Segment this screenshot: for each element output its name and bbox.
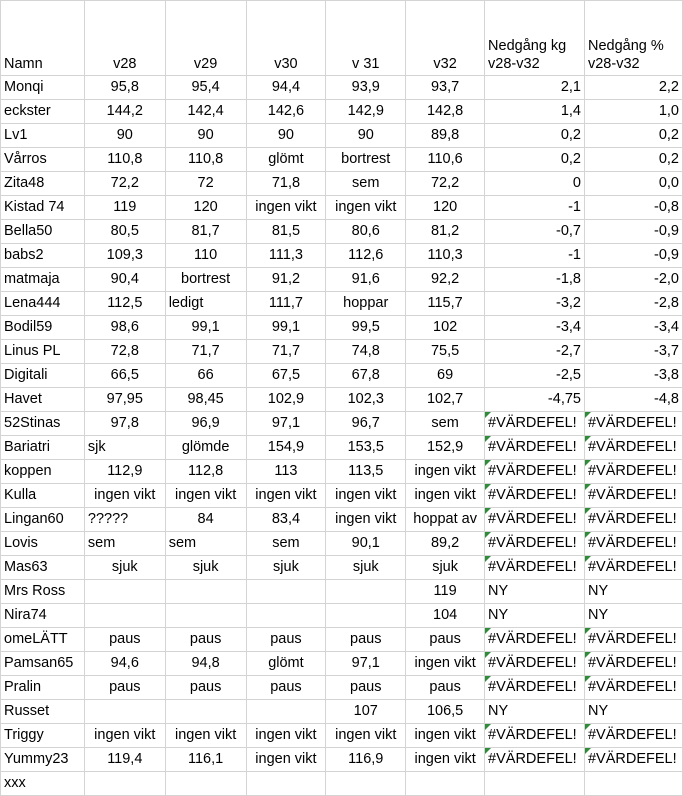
cell-pct[interactable]: -0,9 xyxy=(584,244,682,268)
cell-pct[interactable]: #VÄRDEFEL! xyxy=(584,676,682,700)
table-row xyxy=(1,436,683,460)
cell-v30[interactable]: paus xyxy=(246,676,326,700)
cell-v31[interactable]: 80,6 xyxy=(326,220,406,244)
cell-v32[interactable]: 69 xyxy=(406,364,485,388)
cell-pct[interactable]: -0,9 xyxy=(584,220,682,244)
cell-v29[interactable]: ingen vikt xyxy=(165,484,246,508)
cell-v32[interactable]: ingen vikt xyxy=(406,724,485,748)
cell-v32[interactable]: 115,7 xyxy=(406,292,485,316)
table-row xyxy=(1,508,683,532)
table-row xyxy=(1,412,683,436)
cell-name[interactable]: Lingan60 xyxy=(1,508,85,532)
cell-kg[interactable] xyxy=(485,772,585,796)
cell-v31[interactable]: hoppar xyxy=(326,292,406,316)
cell-name[interactable]: Vårros xyxy=(1,148,85,172)
cell-v29[interactable] xyxy=(165,580,246,604)
cell-v32[interactable]: 93,7 xyxy=(406,76,485,100)
cell-v29[interactable]: sjuk xyxy=(165,556,246,580)
header-nedgang-kg[interactable] xyxy=(485,1,585,76)
cell-name[interactable]: omeLÄTT xyxy=(1,628,85,652)
cell-pct[interactable]: -3,8 xyxy=(584,364,682,388)
cell-v32[interactable]: 119 xyxy=(406,580,485,604)
cell-pct[interactable]: #VÄRDEFEL! xyxy=(584,748,682,772)
cell-v30[interactable] xyxy=(246,580,326,604)
table-row xyxy=(1,460,683,484)
cell-name[interactable]: koppen xyxy=(1,460,85,484)
header-nedgang-pct[interactable] xyxy=(584,1,682,76)
cell-pct[interactable]: #VÄRDEFEL! xyxy=(584,556,682,580)
cell-v28[interactable]: 90 xyxy=(84,124,165,148)
cell-v29[interactable]: 98,45 xyxy=(165,388,246,412)
table-row xyxy=(1,220,683,244)
table-row xyxy=(1,340,683,364)
cell-name[interactable]: xxx xyxy=(1,772,85,796)
cell-kg[interactable]: 1,4 xyxy=(485,100,585,124)
cell-v29[interactable]: 66 xyxy=(165,364,246,388)
cell-v29[interactable]: 142,4 xyxy=(165,100,246,124)
cell-v30[interactable]: ingen vikt xyxy=(246,748,326,772)
cell-name[interactable]: Yummy23 xyxy=(1,748,85,772)
cell-v28[interactable]: sjuk xyxy=(84,556,165,580)
cell-v32[interactable]: 106,5 xyxy=(406,700,485,724)
cell-v32[interactable]: ingen vikt xyxy=(406,484,485,508)
cell-kg[interactable]: NY xyxy=(485,604,585,628)
cell-v31[interactable]: 90,1 xyxy=(326,532,406,556)
cell-v31[interactable]: sjuk xyxy=(326,556,406,580)
cell-kg[interactable]: -0,7 xyxy=(485,220,585,244)
cell-kg[interactable]: -3,2 xyxy=(485,292,585,316)
cell-pct[interactable]: #VÄRDEFEL! xyxy=(584,412,682,436)
cell-v30[interactable] xyxy=(246,604,326,628)
cell-kg[interactable]: #VÄRDEFEL! xyxy=(485,652,585,676)
cell-v30[interactable]: 81,5 xyxy=(246,220,326,244)
cell-v28[interactable]: 94,6 xyxy=(84,652,165,676)
cell-v29[interactable]: 71,7 xyxy=(165,340,246,364)
cell-v31[interactable]: ingen vikt xyxy=(326,508,406,532)
cell-v28[interactable]: ingen vikt xyxy=(84,484,165,508)
cell-kg[interactable]: #VÄRDEFEL! xyxy=(485,556,585,580)
cell-v29[interactable]: 81,7 xyxy=(165,220,246,244)
cell-v28[interactable]: 112,5 xyxy=(84,292,165,316)
cell-v28[interactable]: 144,2 xyxy=(84,100,165,124)
cell-v28[interactable]: paus xyxy=(84,676,165,700)
cell-v32[interactable]: ingen vikt xyxy=(406,652,485,676)
table-row xyxy=(1,292,683,316)
cell-kg[interactable]: -2,5 xyxy=(485,364,585,388)
cell-v28[interactable]: 98,6 xyxy=(84,316,165,340)
table-row xyxy=(1,76,683,100)
cell-name[interactable]: Lovis xyxy=(1,532,85,556)
cell-kg[interactable]: -1,8 xyxy=(485,268,585,292)
cell-v32[interactable]: sem xyxy=(406,412,485,436)
table-row xyxy=(1,652,683,676)
cell-pct[interactable]: -2,0 xyxy=(584,268,682,292)
cell-v31[interactable]: 112,6 xyxy=(326,244,406,268)
cell-name[interactable]: Linus PL xyxy=(1,340,85,364)
cell-pct[interactable]: -0,8 xyxy=(584,196,682,220)
cell-name[interactable]: Triggy xyxy=(1,724,85,748)
table-row xyxy=(1,364,683,388)
cell-v29[interactable]: 120 xyxy=(165,196,246,220)
cell-v29[interactable]: 99,1 xyxy=(165,316,246,340)
cell-v32[interactable] xyxy=(406,772,485,796)
cell-v32[interactable]: 110,6 xyxy=(406,148,485,172)
cell-pct[interactable]: #VÄRDEFEL! xyxy=(584,628,682,652)
cell-name[interactable]: Bariatri xyxy=(1,436,85,460)
cell-v29[interactable]: 112,8 xyxy=(165,460,246,484)
cell-kg[interactable]: NY xyxy=(485,700,585,724)
cell-v31[interactable]: ingen vikt xyxy=(326,484,406,508)
cell-v28[interactable] xyxy=(84,580,165,604)
table-row xyxy=(1,196,683,220)
header-nedgang-pct-line2: v28-v32 xyxy=(587,56,640,72)
cell-v32[interactable]: 75,5 xyxy=(406,340,485,364)
cell-v29[interactable] xyxy=(165,604,246,628)
cell-v30[interactable]: 71,8 xyxy=(246,172,326,196)
table-row xyxy=(1,748,683,772)
cell-v30[interactable]: glömt xyxy=(246,148,326,172)
cell-pct[interactable]: 1,0 xyxy=(584,100,682,124)
cell-kg[interactable]: NY xyxy=(485,580,585,604)
cell-name[interactable]: Mrs Ross xyxy=(1,580,85,604)
cell-v32[interactable]: 92,2 xyxy=(406,268,485,292)
cell-v31[interactable]: 153,5 xyxy=(326,436,406,460)
cell-v29[interactable]: 84 xyxy=(165,508,246,532)
cell-v30[interactable]: ingen vikt xyxy=(246,724,326,748)
cell-name[interactable]: babs2 xyxy=(1,244,85,268)
cell-v29[interactable] xyxy=(165,700,246,724)
cell-name[interactable]: 52Stinas xyxy=(1,412,85,436)
cell-v30[interactable]: paus xyxy=(246,628,326,652)
cell-pct[interactable]: #VÄRDEFEL! xyxy=(584,724,682,748)
cell-name[interactable]: Nira74 xyxy=(1,604,85,628)
cell-name[interactable]: Pralin xyxy=(1,676,85,700)
cell-name[interactable]: Bella50 xyxy=(1,220,85,244)
cell-name[interactable]: Pamsan65 xyxy=(1,652,85,676)
cell-v29[interactable]: 116,1 xyxy=(165,748,246,772)
cell-kg[interactable]: #VÄRDEFEL! xyxy=(485,484,585,508)
cell-pct[interactable]: -3,7 xyxy=(584,340,682,364)
cell-v30[interactable]: 90 xyxy=(246,124,326,148)
cell-v28[interactable]: 97,95 xyxy=(84,388,165,412)
table-row xyxy=(1,556,683,580)
cell-name[interactable]: Bodil59 xyxy=(1,316,85,340)
cell-v28[interactable] xyxy=(84,700,165,724)
cell-name[interactable]: Digitali xyxy=(1,364,85,388)
cell-v28[interactable]: ????? xyxy=(84,508,165,532)
cell-v29[interactable]: 96,9 xyxy=(165,412,246,436)
cell-v31[interactable]: 142,9 xyxy=(326,100,406,124)
cell-v30[interactable]: 111,3 xyxy=(246,244,326,268)
cell-v29[interactable]: paus xyxy=(165,628,246,652)
cell-v29[interactable]: ingen vikt xyxy=(165,724,246,748)
cell-v28[interactable] xyxy=(84,772,165,796)
cell-kg[interactable]: -2,7 xyxy=(485,340,585,364)
cell-v30[interactable]: 67,5 xyxy=(246,364,326,388)
cell-pct[interactable]: #VÄRDEFEL! xyxy=(584,508,682,532)
cell-v30[interactable]: 91,2 xyxy=(246,268,326,292)
cell-v28[interactable]: 119 xyxy=(84,196,165,220)
cell-v31[interactable]: 93,9 xyxy=(326,76,406,100)
cell-v30[interactable]: 97,1 xyxy=(246,412,326,436)
cell-kg[interactable]: #VÄRDEFEL! xyxy=(485,724,585,748)
cell-v31[interactable]: bortrest xyxy=(326,148,406,172)
cell-v32[interactable]: 120 xyxy=(406,196,485,220)
cell-pct[interactable]: #VÄRDEFEL! xyxy=(584,532,682,556)
cell-pct[interactable]: 0,2 xyxy=(584,148,682,172)
cell-v31[interactable]: 74,8 xyxy=(326,340,406,364)
cell-v32[interactable]: 89,2 xyxy=(406,532,485,556)
cell-v29[interactable]: 110 xyxy=(165,244,246,268)
cell-v32[interactable]: 102 xyxy=(406,316,485,340)
cell-v32[interactable]: 142,8 xyxy=(406,100,485,124)
cell-pct[interactable]: NY xyxy=(584,580,682,604)
cell-name[interactable]: Havet xyxy=(1,388,85,412)
cell-pct[interactable]: NY xyxy=(584,604,682,628)
cell-pct[interactable]: -3,4 xyxy=(584,316,682,340)
cell-v28[interactable]: 95,8 xyxy=(84,76,165,100)
cell-kg[interactable]: 2,1 xyxy=(485,76,585,100)
header-nedgang-kg-line2: v28-v32 xyxy=(488,56,540,72)
cell-v30[interactable]: sjuk xyxy=(246,556,326,580)
cell-v32[interactable]: 72,2 xyxy=(406,172,485,196)
cell-v28[interactable]: 112,9 xyxy=(84,460,165,484)
cell-name[interactable]: Mas63 xyxy=(1,556,85,580)
table-row xyxy=(1,268,683,292)
cell-v31[interactable]: 90 xyxy=(326,124,406,148)
cell-name[interactable]: Kulla xyxy=(1,484,85,508)
cell-v32[interactable]: 152,9 xyxy=(406,436,485,460)
cell-v32[interactable]: hoppat av xyxy=(406,508,485,532)
cell-kg[interactable]: 0 xyxy=(485,172,585,196)
cell-v32[interactable]: paus xyxy=(406,628,485,652)
cell-v31[interactable]: 99,5 xyxy=(326,316,406,340)
cell-name[interactable]: Lv1 xyxy=(1,124,85,148)
cell-v28[interactable]: 72,8 xyxy=(84,340,165,364)
cell-v31[interactable]: 107 xyxy=(326,700,406,724)
cell-v31[interactable]: paus xyxy=(326,676,406,700)
cell-v28[interactable]: 109,3 xyxy=(84,244,165,268)
table-row xyxy=(1,244,683,268)
cell-v32[interactable]: 110,3 xyxy=(406,244,485,268)
cell-pct[interactable]: #VÄRDEFEL! xyxy=(584,652,682,676)
cell-v31[interactable] xyxy=(326,580,406,604)
cell-v31[interactable] xyxy=(326,772,406,796)
cell-kg[interactable]: -1 xyxy=(485,196,585,220)
table-row xyxy=(1,604,683,628)
cell-v28[interactable]: sjk xyxy=(84,436,165,460)
cell-v29[interactable]: 94,8 xyxy=(165,652,246,676)
cell-kg[interactable]: -1 xyxy=(485,244,585,268)
cell-v32[interactable]: ingen vikt xyxy=(406,748,485,772)
cell-v30[interactable]: 102,9 xyxy=(246,388,326,412)
cell-v30[interactable]: 94,4 xyxy=(246,76,326,100)
cell-pct[interactable] xyxy=(584,772,682,796)
cell-v30[interactable]: 71,7 xyxy=(246,340,326,364)
table-row xyxy=(1,580,683,604)
cell-v32[interactable]: 104 xyxy=(406,604,485,628)
table-row xyxy=(1,676,683,700)
cell-v31[interactable]: 67,8 xyxy=(326,364,406,388)
table-row xyxy=(1,532,683,556)
table-row xyxy=(1,316,683,340)
cell-v30[interactable]: 142,6 xyxy=(246,100,326,124)
cell-v31[interactable]: 91,6 xyxy=(326,268,406,292)
cell-v31[interactable]: 116,9 xyxy=(326,748,406,772)
cell-name[interactable]: matmaja xyxy=(1,268,85,292)
table-row xyxy=(1,172,683,196)
table-row xyxy=(1,100,683,124)
cell-v29[interactable]: 72 xyxy=(165,172,246,196)
header-v29[interactable]: v29 xyxy=(165,1,246,76)
table-row xyxy=(1,484,683,508)
cell-v29[interactable]: 90 xyxy=(165,124,246,148)
cell-v29[interactable]: bortrest xyxy=(165,268,246,292)
cell-kg[interactable]: -3,4 xyxy=(485,316,585,340)
cell-kg[interactable]: #VÄRDEFEL! xyxy=(485,628,585,652)
table-row xyxy=(1,388,683,412)
cell-pct[interactable]: NY xyxy=(584,700,682,724)
cell-pct[interactable]: -4,8 xyxy=(584,388,682,412)
cell-v28[interactable]: 90,4 xyxy=(84,268,165,292)
header-v32[interactable]: v32 xyxy=(406,1,485,76)
cell-v31[interactable] xyxy=(326,604,406,628)
cell-v29[interactable]: 95,4 xyxy=(165,76,246,100)
cell-kg[interactable]: #VÄRDEFEL! xyxy=(485,532,585,556)
cell-v28[interactable]: 110,8 xyxy=(84,148,165,172)
cell-v30[interactable]: ingen vikt xyxy=(246,196,326,220)
cell-name[interactable]: Zita48 xyxy=(1,172,85,196)
header-v30[interactable]: v30 xyxy=(246,1,326,76)
cell-name[interactable]: Lena444 xyxy=(1,292,85,316)
cell-v30[interactable] xyxy=(246,700,326,724)
cell-kg[interactable]: -4,75 xyxy=(485,388,585,412)
cell-pct[interactable]: 0,0 xyxy=(584,172,682,196)
cell-v30[interactable]: sem xyxy=(246,532,326,556)
cell-v30[interactable]: 154,9 xyxy=(246,436,326,460)
cell-pct[interactable]: #VÄRDEFEL! xyxy=(584,484,682,508)
cell-v31[interactable]: ingen vikt xyxy=(326,724,406,748)
cell-v28[interactable]: 66,5 xyxy=(84,364,165,388)
cell-kg[interactable]: #VÄRDEFEL! xyxy=(485,748,585,772)
cell-v29[interactable]: glömde xyxy=(165,436,246,460)
cell-kg[interactable]: #VÄRDEFEL! xyxy=(485,508,585,532)
cell-v31[interactable]: 113,5 xyxy=(326,460,406,484)
cell-v31[interactable]: sem xyxy=(326,172,406,196)
cell-kg[interactable]: #VÄRDEFEL! xyxy=(485,676,585,700)
table-row xyxy=(1,772,683,796)
cell-pct[interactable]: #VÄRDEFEL! xyxy=(584,460,682,484)
cell-v28[interactable]: 80,5 xyxy=(84,220,165,244)
cell-name[interactable]: Kistad 74 xyxy=(1,196,85,220)
cell-pct[interactable]: 2,2 xyxy=(584,76,682,100)
cell-kg[interactable]: #VÄRDEFEL! xyxy=(485,436,585,460)
cell-v32[interactable]: paus xyxy=(406,676,485,700)
cell-v30[interactable]: 99,1 xyxy=(246,316,326,340)
cell-v31[interactable]: 102,3 xyxy=(326,388,406,412)
cell-v30[interactable] xyxy=(246,772,326,796)
cell-kg[interactable]: 0,2 xyxy=(485,124,585,148)
header-v31[interactable]: v 31 xyxy=(326,1,406,76)
cell-pct[interactable]: -2,8 xyxy=(584,292,682,316)
table-row xyxy=(1,148,683,172)
cell-v28[interactable]: sem xyxy=(84,532,165,556)
cell-v28[interactable]: 97,8 xyxy=(84,412,165,436)
cell-kg[interactable]: #VÄRDEFEL! xyxy=(485,460,585,484)
header-name[interactable]: Namn xyxy=(1,1,85,76)
cell-v31[interactable]: paus xyxy=(326,628,406,652)
cell-v31[interactable]: 97,1 xyxy=(326,652,406,676)
cell-v29[interactable]: ledigt xyxy=(165,292,246,316)
cell-v28[interactable]: paus xyxy=(84,628,165,652)
cell-v32[interactable]: 89,8 xyxy=(406,124,485,148)
cell-v30[interactable]: ingen vikt xyxy=(246,484,326,508)
header-row xyxy=(1,1,683,76)
cell-name[interactable]: Monqi xyxy=(1,76,85,100)
cell-name[interactable]: Russet xyxy=(1,700,85,724)
header-nedgang-pct-line1: Nedgång % xyxy=(587,38,664,54)
cell-v30[interactable]: 83,4 xyxy=(246,508,326,532)
cell-pct[interactable]: #VÄRDEFEL! xyxy=(584,436,682,460)
table-row xyxy=(1,628,683,652)
table-row xyxy=(1,700,683,724)
cell-v32[interactable]: ingen vikt xyxy=(406,460,485,484)
cell-v32[interactable]: sjuk xyxy=(406,556,485,580)
cell-v31[interactable]: 96,7 xyxy=(326,412,406,436)
cell-kg[interactable]: #VÄRDEFEL! xyxy=(485,412,585,436)
cell-v28[interactable]: ingen vikt xyxy=(84,724,165,748)
header-nedgang-kg-line1: Nedgång kg xyxy=(488,38,567,54)
cell-pct[interactable]: 0,2 xyxy=(584,124,682,148)
cell-name[interactable]: eckster xyxy=(1,100,85,124)
cell-v29[interactable]: paus xyxy=(165,676,246,700)
cell-v32[interactable]: 81,2 xyxy=(406,220,485,244)
cell-v28[interactable] xyxy=(84,604,165,628)
cell-v28[interactable]: 119,4 xyxy=(84,748,165,772)
table-row xyxy=(1,724,683,748)
cell-kg[interactable]: 0,2 xyxy=(485,148,585,172)
cell-v28[interactable]: 72,2 xyxy=(84,172,165,196)
cell-v30[interactable]: glömt xyxy=(246,652,326,676)
header-v28[interactable]: v28 xyxy=(84,1,165,76)
cell-v31[interactable]: ingen vikt xyxy=(326,196,406,220)
cell-v32[interactable]: 102,7 xyxy=(406,388,485,412)
cell-v29[interactable]: 110,8 xyxy=(165,148,246,172)
cell-v30[interactable]: 111,7 xyxy=(246,292,326,316)
cell-v29[interactable]: sem xyxy=(165,532,246,556)
cell-v29[interactable] xyxy=(165,772,246,796)
cell-v30[interactable]: 113 xyxy=(246,460,326,484)
table-row xyxy=(1,124,683,148)
